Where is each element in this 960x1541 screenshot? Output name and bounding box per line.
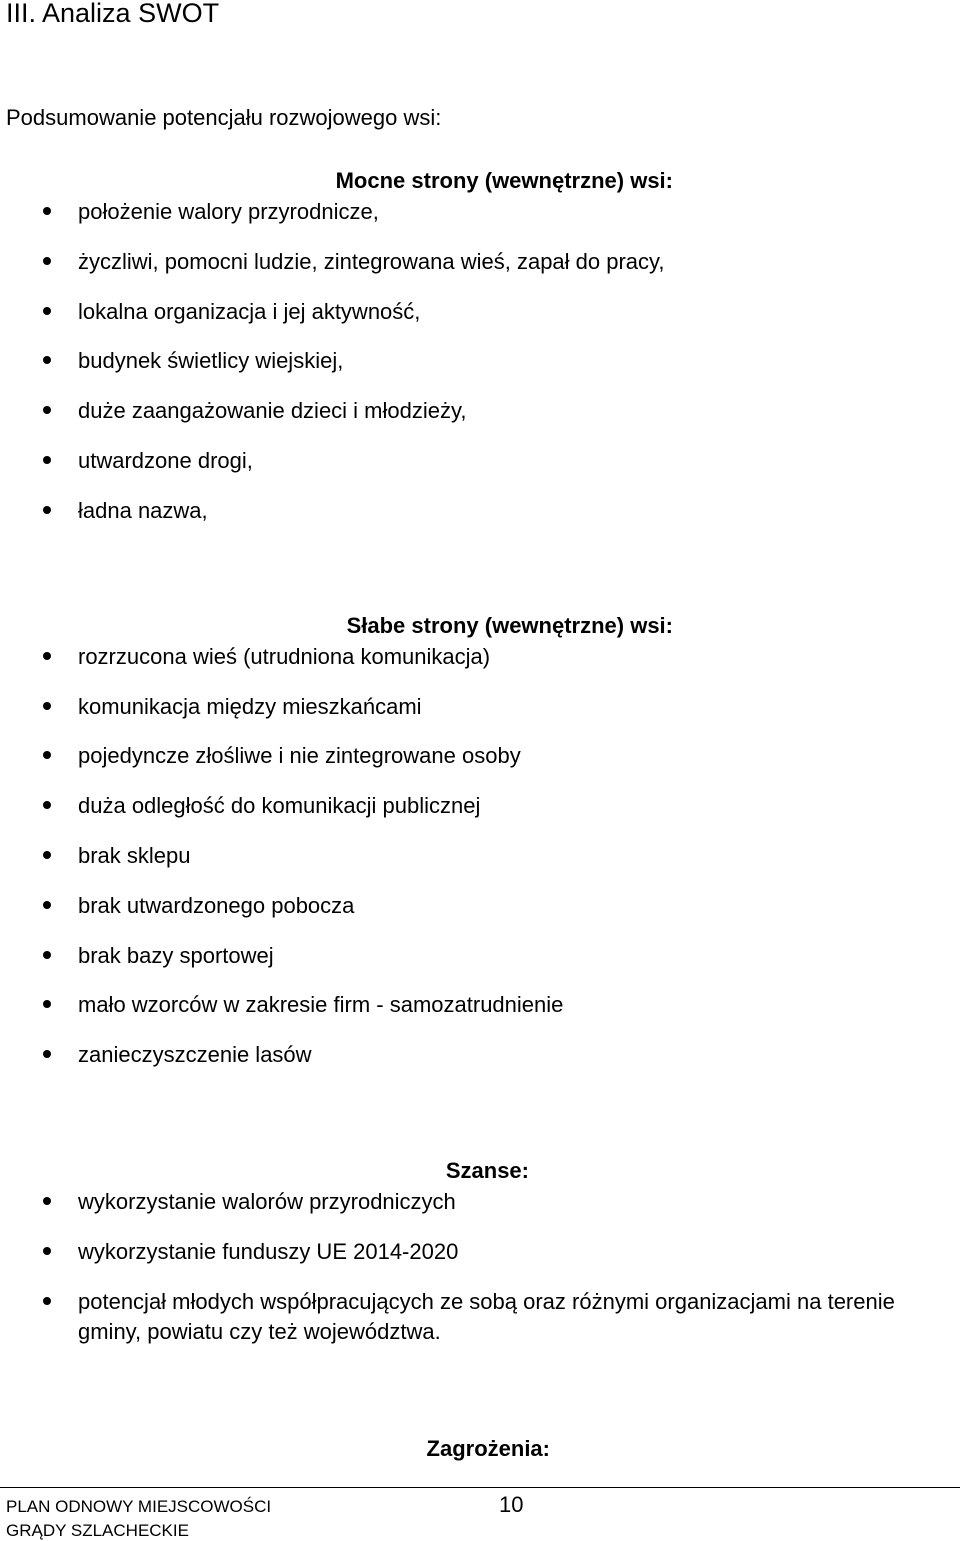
list-item-text: ładna nazwa, [78, 498, 208, 523]
bullet-icon [43, 307, 51, 315]
threats-heading: Zagrożenia: [426, 1436, 550, 1461]
bullet-icon [43, 506, 51, 514]
bullet-icon [43, 702, 51, 710]
list-item-text: zanieczyszczenie lasów [78, 1042, 312, 1067]
bullet-icon [43, 951, 51, 959]
bullet-icon [43, 1297, 51, 1305]
list-item [0, 1040, 960, 1070]
list-item-text: brak utwardzonego pobocza [78, 893, 355, 918]
list-item-text: lokalna organizacja i jej aktywność, [78, 299, 421, 324]
footer-village-name: GRĄDY SZLACHECKIE [6, 1521, 189, 1540]
list-item-text: pojedyncze złośliwe i nie zintegrowane osoby [78, 743, 521, 768]
list-item [0, 642, 960, 672]
list-item [0, 1187, 960, 1217]
list-item [0, 990, 960, 1020]
list-item-text: rozrzucona wieś (utrudniona komunikacja) [78, 644, 491, 669]
bullet-icon [43, 1000, 51, 1008]
list-item-text: duże zaangażowanie dzieci i młodzieży, [78, 398, 467, 423]
bullet-icon [43, 851, 51, 859]
bullet-icon [43, 406, 51, 414]
bullet-icon [43, 356, 51, 364]
list-item [0, 496, 960, 526]
list-item [0, 791, 960, 821]
footer-plan-title: PLAN ODNOWY MIEJSCOWOŚCI [6, 1497, 272, 1516]
list-item-text: duża odległość do komunikacji publicznej [78, 793, 481, 818]
chapter-title: III. Analiza SWOT [6, 0, 220, 28]
list-item [0, 1237, 960, 1267]
list-item [0, 941, 960, 971]
page-number: 10 [499, 1492, 524, 1517]
list-item [0, 396, 960, 426]
list-item [0, 297, 960, 327]
opportunities-heading: Szanse: [445, 1158, 529, 1183]
bullet-icon [43, 751, 51, 759]
list-item-text: potencjał młodych współpracujących ze sobą oraz różnymi organizacjami na terenie gminy, powiatu czy też województwa. [78, 1289, 895, 1344]
list-item [0, 741, 960, 771]
summary-line: Podsumowanie potencjału rozwojowego wsi: [6, 105, 442, 130]
list-item [0, 891, 960, 921]
list-item-text: życzliwi, pomocni ludzie, zintegrowana wieś, zapał do pracy, [78, 249, 665, 274]
bullet-icon [43, 801, 51, 809]
list-item-text: wykorzystanie funduszy UE 2014-2020 [78, 1239, 459, 1264]
bullet-icon [43, 456, 51, 464]
list-item-text: położenie walory przyrodnicze, [78, 199, 379, 224]
list-item [0, 446, 960, 476]
bullet-icon [43, 1197, 51, 1205]
bullet-icon [43, 652, 51, 660]
bullet-icon [43, 1247, 51, 1255]
list-item-text: brak sklepu [78, 843, 191, 868]
list-item-text: budynek świetlicy wiejskiej, [78, 348, 344, 373]
list-item-text: komunikacja między mieszkańcami [78, 694, 422, 719]
bullet-icon [43, 257, 51, 265]
list-item [0, 1287, 960, 1349]
bullet-icon [43, 207, 51, 215]
list-item [0, 346, 960, 376]
list-item-text: utwardzone drogi, [78, 448, 253, 473]
weaknesses-heading: Słabe strony (wewnętrzne) wsi: [346, 613, 673, 638]
bullet-icon [43, 901, 51, 909]
bullet-icon [43, 1050, 51, 1058]
footer-divider [0, 1487, 960, 1488]
list-item [0, 841, 960, 871]
list-item [0, 247, 960, 277]
strengths-heading: Mocne strony (wewnętrzne) wsi: [335, 168, 673, 193]
list-item-text: wykorzystanie walorów przyrodniczych [78, 1189, 456, 1214]
list-item-text: mało wzorców w zakresie firm - samozatrudnienie [78, 992, 564, 1017]
list-item [0, 197, 960, 227]
list-item [0, 692, 960, 722]
list-item-text: brak bazy sportowej [78, 943, 274, 968]
